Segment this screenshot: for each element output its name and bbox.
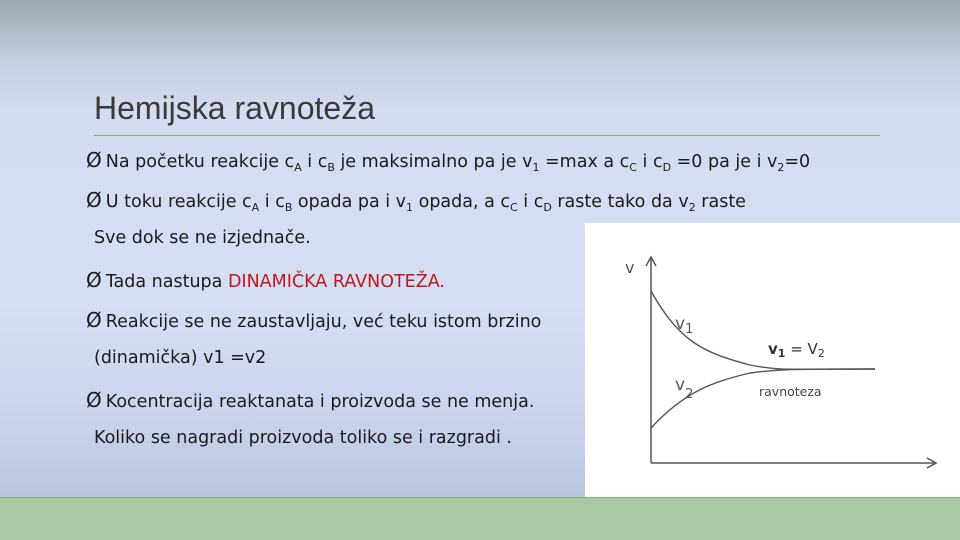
subscript: B (327, 161, 335, 174)
v2-label: $v_2$ (675, 375, 694, 402)
subscript: 2 (688, 201, 696, 214)
bullet-line (86, 148, 810, 174)
line-text: i c (636, 152, 663, 172)
bullet-line (86, 308, 541, 332)
bullet-line (86, 268, 445, 292)
line-text: i c (517, 192, 544, 212)
bullet-line (94, 348, 266, 368)
bullet-arrow-icon: Ø (86, 268, 102, 292)
line-text: Koliko se nagradi proizvoda toliko se i razgradi . (94, 428, 512, 448)
bullet-arrow-icon: Ø (86, 148, 102, 172)
bullet-arrow-icon: Ø (86, 188, 102, 212)
bullet-line (86, 388, 534, 412)
subscript: D (662, 161, 672, 174)
line-text: =max a c (539, 152, 630, 172)
equal-speed-label: $v_1 = V_2$ (768, 340, 825, 360)
subscript: B (284, 201, 293, 214)
subscript: C (510, 201, 518, 214)
line-text: raste tako da v (551, 192, 689, 212)
line-text: Tada nastupa (105, 272, 228, 292)
equilibrium-graph (585, 223, 960, 523)
subscript: 2 (777, 161, 785, 174)
line-text: =0 (784, 152, 811, 172)
subscript: D (543, 201, 552, 214)
slide-title: Hemijska ravnoteža (94, 90, 375, 126)
line-text: Reakcije se ne zaustavljaju, već teku istom brzino (105, 312, 542, 332)
line-text: Kocentracija reaktanata i proizvoda se ne menja. (105, 392, 535, 412)
line-text: i c (301, 152, 328, 172)
line-text: (dinamička) v1 =v2 (94, 348, 267, 368)
subscript: A (294, 161, 302, 174)
footer-band (0, 498, 960, 540)
subscript: A (251, 201, 260, 214)
line-text: Sve dok se ne izjednače. (94, 228, 311, 248)
subscript: C (629, 161, 637, 174)
line-text: opada, a c (413, 192, 511, 212)
line-text: Na početku reakcije c (105, 152, 295, 172)
subscript: 1 (406, 201, 414, 214)
bullet-arrow-icon: Ø (86, 388, 102, 412)
equilibrium-label: ravnoteza (759, 384, 822, 399)
equilibrium-figure (585, 223, 960, 523)
bullet-line (94, 228, 311, 248)
bullet-line (86, 188, 746, 214)
line-text: i c (259, 192, 285, 212)
title-divider (94, 135, 880, 136)
line-text: U toku reakcije c (105, 192, 252, 212)
v1-label: $v_1$ (675, 314, 694, 337)
line-text: =0 pa je i v (671, 152, 778, 172)
bullet-line (94, 428, 512, 448)
line-text: opada pa i v (292, 192, 407, 212)
subscript: 1 (532, 161, 540, 174)
line-text: raste (695, 192, 746, 212)
highlight-text: DINAMIČKA RAVNOTEŽA. (227, 272, 445, 292)
bullet-arrow-icon: Ø (86, 308, 102, 332)
line-text: je maksimalno pa je v (334, 152, 533, 172)
y-axis-label: v (625, 258, 635, 277)
